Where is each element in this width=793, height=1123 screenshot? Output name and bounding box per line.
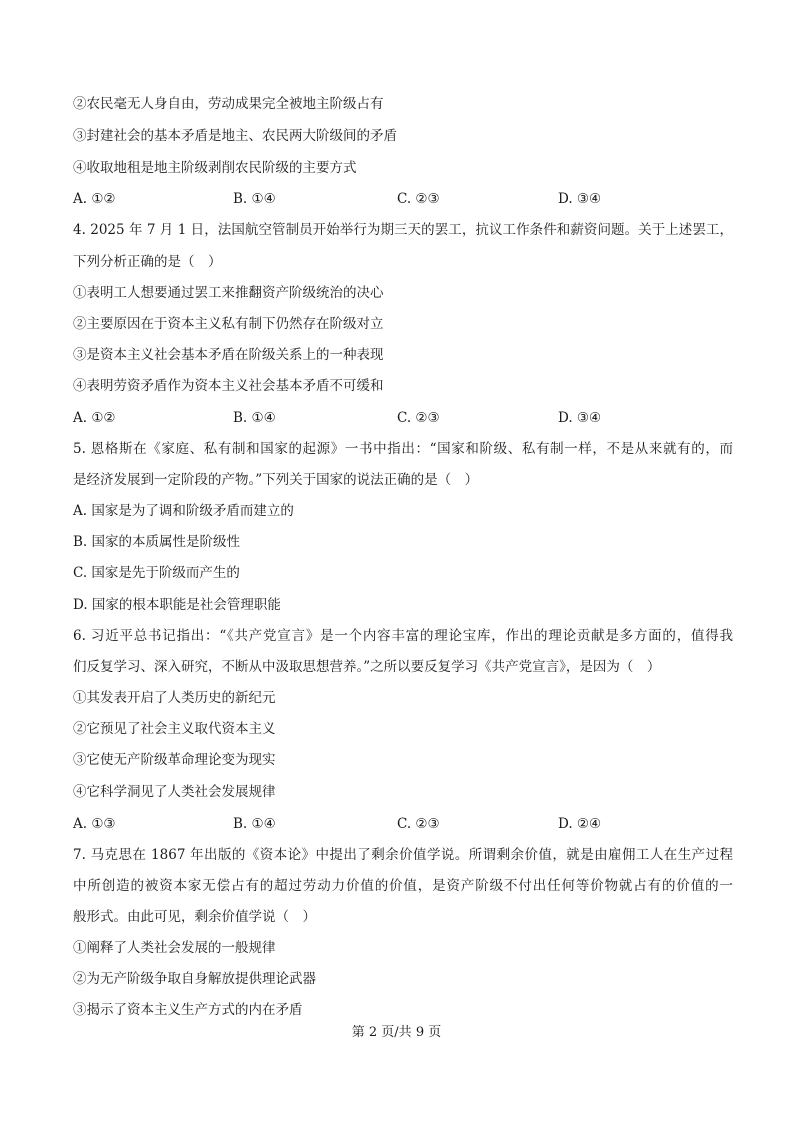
q6-option-b: B. ①④ (233, 816, 276, 832)
q6-item-2: ②它预见了社会主义取代资本主义 (73, 721, 276, 737)
q5-choice-a: A. 国家是为了调和阶级矛盾而建立的 (73, 503, 294, 519)
q7-item-3: ③揭示了资本主义生产方式的内在矛盾 (73, 1002, 303, 1018)
q4-option-a: A. ①② (73, 410, 116, 426)
q4-option-c: C. ②③ (397, 410, 440, 426)
q4-item-4: ④表明劳资矛盾作为资本主义社会基本矛盾不可缓和 (73, 378, 384, 394)
q4-item-2: ②主要原因在于资本主义私有制下仍然存在阶级对立 (73, 316, 384, 332)
q3-option-d: D. ③④ (558, 191, 602, 207)
q5-stem-line-2: 是经济发展到一定阶段的产物。”下列关于国家的说法正确的是（ ） (73, 472, 479, 488)
q7-stem-line-2: 中所创造的被资本家无偿占有的超过劳动力价值的价值，是资产阶级不付出任何等价物就占有的价值的一 (73, 878, 733, 894)
q4-stem-line-1: 4. 2025 年 7 月 1 日，法国航空管制员开始举行为期三天的罢工，抗议工作条件和薪资问题。关于上述罢工， (73, 222, 733, 238)
page-footer: 第 2 页/共 9 页 (351, 1025, 442, 1040)
q3-option-c: C. ②③ (397, 191, 440, 207)
q6-option-c: C. ②③ (397, 816, 440, 832)
q5-choice-b: B. 国家的本质属性是阶级性 (73, 534, 241, 550)
q6-item-4: ④它科学洞见了人类社会发展规律 (73, 784, 276, 800)
q3-item-3: ③封建社会的基本矛盾是地主、农民两大阶级间的矛盾 (73, 128, 397, 144)
q4-item-1: ①表明工人想要通过罢工来推翻资产阶级统治的决心 (73, 285, 384, 301)
q4-item-3: ③是资本主义社会基本矛盾在阶级关系上的一种表现 (73, 347, 384, 363)
q5-choice-d: D. 国家的根本职能是社会管理职能 (73, 597, 281, 613)
q6-stem-line-1: 6. 习近平总书记指出：“《共产党宣言》是一个内容丰富的理论宝库，作出的理论贡献是多方面的，值得我 (73, 628, 733, 644)
q5-stem-line-1: 5. 恩格斯在《家庭、私有制和国家的起源》一书中指出：“国家和阶级、私有制一样，不是从来就有的，而 (73, 441, 733, 457)
q7-stem-line-1: 7. 马克思在 1867 年出版的《资本论》中提出了剩余价值学说。所谓剩余价值，就是由雇佣工人在生产过程 (73, 847, 733, 863)
q6-item-3: ③它使无产阶级革命理论变为现实 (73, 752, 276, 768)
q7-item-2: ②为无产阶级争取自身解放提供理论武器 (73, 971, 316, 987)
q3-item-4: ④收取地租是地主阶级剥削农民阶级的主要方式 (73, 160, 357, 176)
q6-option-a: A. ①③ (73, 816, 116, 832)
q6-stem-line-2: 们反复学习、深入研究，不断从中汲取思想营养。”之所以要反复学习《共产党宣言》，是因为（ ） (73, 659, 661, 675)
q7-item-1: ①阐释了人类社会发展的一般规律 (73, 940, 276, 956)
q5-choice-c: C. 国家是先于阶级而产生的 (73, 565, 240, 581)
q6-option-d: D. ②④ (558, 816, 602, 832)
q6-item-1: ①其发表开启了人类历史的新纪元 (73, 690, 276, 706)
q4-option-b: B. ①④ (233, 410, 276, 426)
q4-option-d: D. ③④ (558, 410, 602, 426)
q7-stem-line-3: 般形式。由此可见，剩余价值学说（ ） (73, 909, 316, 925)
q3-item-2: ②农民毫无人身自由，劳动成果完全被地主阶级占有 (73, 96, 384, 112)
q4-stem-line-2: 下列分析正确的是（ ） (73, 254, 222, 270)
q3-option-a: A. ①② (73, 191, 116, 207)
q3-option-b: B. ①④ (233, 191, 276, 207)
